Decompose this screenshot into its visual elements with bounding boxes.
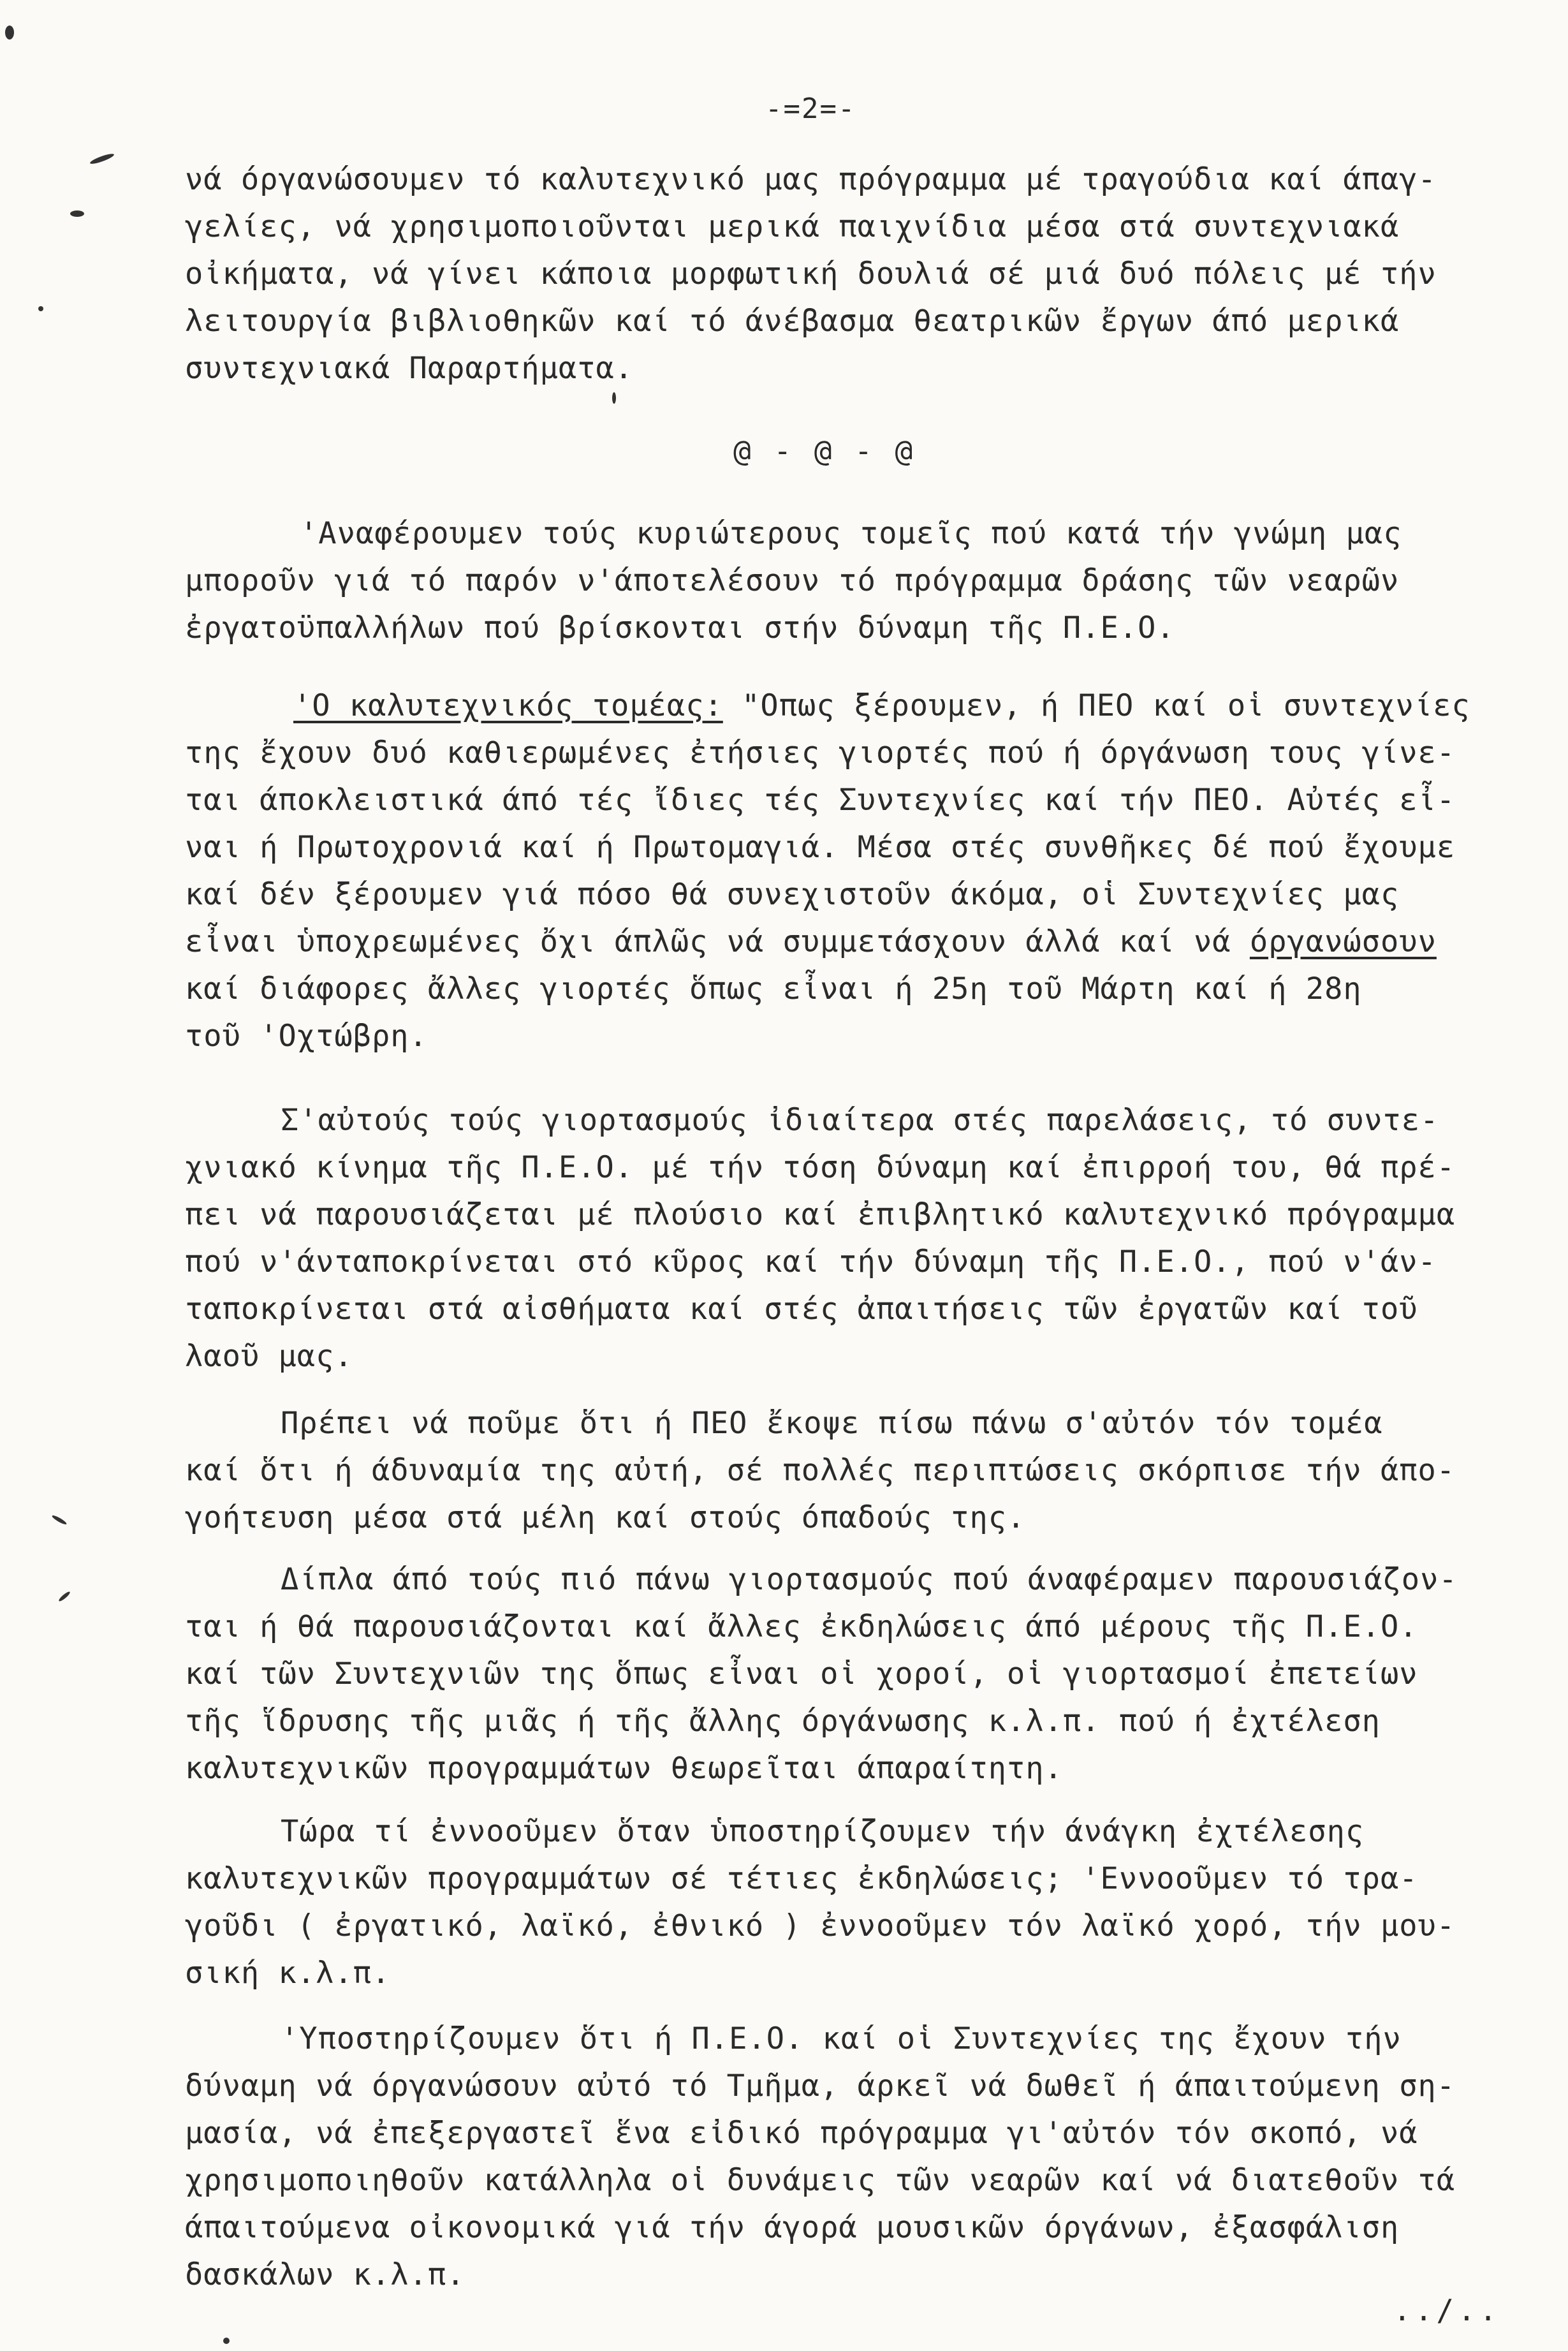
text-line: νά όργανώσουμεν τό καλυτεχνικό μας πρόγραμμα μέ τραγούδια καί άπαγ- bbox=[185, 162, 1437, 197]
text-line: 'Υποστηρίζουμεν ὅτι ή Π.Ε.Ο. καί οἱ Συντεχνίες της ἔχουν τήν bbox=[281, 2021, 1402, 2056]
text-line: καλυτεχνικῶν προγραμμάτων θεωρεῖται άπαραίτητη. bbox=[185, 1751, 1063, 1786]
paragraph-1 bbox=[185, 156, 1524, 392]
text-line: Πρέπει νά ποῦμε ὅτι ή ΠΕΟ ἔκοψε πίσω πάνω σ'αὐτόν τόν τομέα bbox=[281, 1406, 1383, 1441]
text-line: ταποκρίνεται στά αἰσθήματα καί στές ἀπαιτήσεις τῶν ἐργατῶν καί τοῦ bbox=[185, 1292, 1418, 1327]
text-run: "Οπως ξέρουμεν, ή ΠΕΟ καί οἱ συντεχνίες bbox=[722, 688, 1470, 723]
scan-speck bbox=[612, 392, 616, 404]
text-line: καί τῶν Συντεχνιῶν της ὅπως εἶναι οἱ χοροί, οἱ γιορτασμοί ἐπετείων bbox=[185, 1656, 1418, 1691]
section-heading: 'Ο καλυτεχνικός τομέας: bbox=[293, 688, 723, 723]
text-line: λειτουργία βιβλιοθηκῶν καί τό άνέβασμα θεατρικῶν ἔργων άπό μερικά bbox=[185, 304, 1400, 339]
text-line: χρησιμοποιηθοῦν κατάλληλα οἱ δυνάμεις τῶν νεαρῶν καί νά διατεθοῦν τά bbox=[185, 2163, 1456, 2198]
text-line: Σ'αὐτούς τούς γιορτασμούς ἰδιαίτερα στές παρελάσεις, τό συντε- bbox=[281, 1103, 1439, 1138]
text-line: πει νά παρουσιάζεται μέ πλούσιο καί ἐπιβλητικό καλυτεχνικό πρόγραμμα bbox=[185, 1197, 1456, 1232]
scan-speck bbox=[89, 152, 115, 165]
text-line bbox=[185, 682, 1524, 730]
text-line: λαοῦ μας. bbox=[185, 1339, 353, 1374]
page-number: -=2=- bbox=[765, 92, 856, 125]
scan-speck bbox=[38, 306, 43, 311]
continuation-mark: ../.. bbox=[1393, 2293, 1501, 2327]
text-line: οἰκήματα, νά γίνει κάποια μορφωτική δουλιά σέ μιά δυό πόλεις μέ τήν bbox=[185, 256, 1437, 291]
text-line: γελίες, νά χρησιμοποιοῦνται μερικά παιχνίδια μέσα στά συντεχνιακά bbox=[185, 209, 1400, 244]
scan-speck bbox=[5, 26, 14, 40]
text-line: τοῦ 'Οχτώβρη. bbox=[185, 1019, 428, 1054]
paragraph-5 bbox=[185, 1400, 1524, 1542]
text-line: συντεχνιακά Παραρτήματα. bbox=[185, 351, 634, 386]
text-line: γοῦδι ( ἐργατικό, λαϊκό, ἐθνικό ) ἐννοοῦμεν τόν λαϊκό χορό, τήν μου- bbox=[185, 1908, 1456, 1943]
text-run: εἶναι ὑποχρεωμένες ὄχι άπλῶς νά συμμετάσχουν άλλά καί νά bbox=[185, 924, 1250, 959]
text-line: ται ή θά παρουσιάζονται καί ἄλλες ἐκδηλώσεις άπό μέρους τῆς Π.Ε.Ο. bbox=[185, 1609, 1418, 1644]
text-line: ἐργατοϋπαλλήλων πού βρίσκονται στήν δύναμη τῆς Π.Ε.Ο. bbox=[185, 610, 1175, 645]
scan-speck bbox=[58, 1591, 71, 1603]
text-line: πού ν'άνταποκρίνεται στό κῦρος καί τήν δύναμη τῆς Π.Ε.Ο., πού ν'άν- bbox=[185, 1244, 1437, 1279]
text-line: ναι ή Πρωτοχρονιά καί ή Πρωτομαγιά. Μέσα στές συνθῆκες δέ πού ἔχουμε bbox=[185, 830, 1456, 865]
scan-speck bbox=[223, 2338, 230, 2344]
text-line bbox=[185, 918, 1524, 966]
scan-speck bbox=[51, 1514, 68, 1526]
text-line: γοήτευση μέσα στά μέλη καί στούς όπαδούς της. bbox=[185, 1500, 1026, 1535]
paragraph-4 bbox=[185, 1097, 1524, 1380]
text-line: Δίπλα άπό τούς πιό πάνω γιορτασμούς πού άναφέραμεν παρουσιάζον- bbox=[281, 1562, 1458, 1597]
underlined-word: όργανώσουν bbox=[1249, 924, 1437, 959]
text-line: καί διάφορες ἄλλες γιορτές ὅπως εἶναι ή 25η τοῦ Μάρτη καί ή 28η bbox=[185, 971, 1362, 1006]
text-line: άπαιτούμενα οἰκονομικά γιά τήν άγορά μουσικῶν όργάνων, ἐξασφάλιση bbox=[185, 2210, 1400, 2245]
text-line: τῆς ἵδρυσης τῆς μιᾶς ή τῆς ἄλλης όργάνωσης κ.λ.π. πού ή ἐχτέλεση bbox=[185, 1704, 1381, 1739]
scan-speck bbox=[70, 210, 84, 217]
text-line: καλυτεχνικῶν προγραμμάτων σέ τέτιες ἐκδηλώσεις; 'Εννοοῦμεν τό τρα- bbox=[185, 1861, 1418, 1896]
text-line: καί δέν ξέρουμεν γιά πόσο θά συνεχιστοῦν άκόμα, οἱ Συντεχνίες μας bbox=[185, 877, 1400, 912]
text-line: 'Αναφέρουμεν τούς κυριώτερους τομεῖς πού κατά τήν γνώμη μας bbox=[300, 516, 1402, 551]
text-line: σική κ.λ.π. bbox=[185, 1956, 391, 1991]
text-line: της ἔχουν δυό καθιερωμένες ἐτήσιες γιορτές πού ή όργάνωση τους γίνε- bbox=[185, 735, 1456, 770]
section-separator: @ - @ - @ bbox=[733, 434, 916, 468]
paragraph-3 bbox=[185, 682, 1524, 1060]
text-line: Τώρα τί ἐννοοῦμεν ὅταν ὑποστηρίζουμεν τήν άνάγκη ἐχτέλεσης bbox=[281, 1814, 1365, 1849]
paragraph-2 bbox=[185, 510, 1524, 652]
text-line: καί ὅτι ή άδυναμία της αὐτή, σέ πολλές περιπτώσεις σκόρπισε τήν άπο- bbox=[185, 1453, 1456, 1488]
text-line: μασία, νά ἐπεξεργαστεῖ ἕνα εἰδικό πρόγραμμα γι'αὐτόν τόν σκοπό, νά bbox=[185, 2116, 1418, 2151]
paragraph-6 bbox=[185, 1556, 1524, 1792]
text-line: ται άποκλειστικά άπό τές ἴδιες τές Συντεχνίες καί τήν ΠΕΟ. Αὐτές εἶ- bbox=[185, 783, 1456, 818]
text-line: δύναμη νά όργανώσουν αὐτό τό Τμῆμα, άρκεῖ νά δωθεῖ ή άπαιτούμενη ση- bbox=[185, 2068, 1456, 2104]
text-line: χνιακό κίνημα τῆς Π.Ε.Ο. μέ τήν τόση δύναμη καί ἐπιρροή του, θά πρέ- bbox=[185, 1150, 1456, 1185]
paragraph-8 bbox=[185, 2016, 1524, 2299]
text-line: μποροῦν γιά τό παρόν ν'άποτελέσουν τό πρόγραμμα δράσης τῶν νεαρῶν bbox=[185, 563, 1400, 598]
paragraph-7 bbox=[185, 1808, 1524, 1997]
text-line: δασκάλων κ.λ.π. bbox=[185, 2257, 465, 2292]
